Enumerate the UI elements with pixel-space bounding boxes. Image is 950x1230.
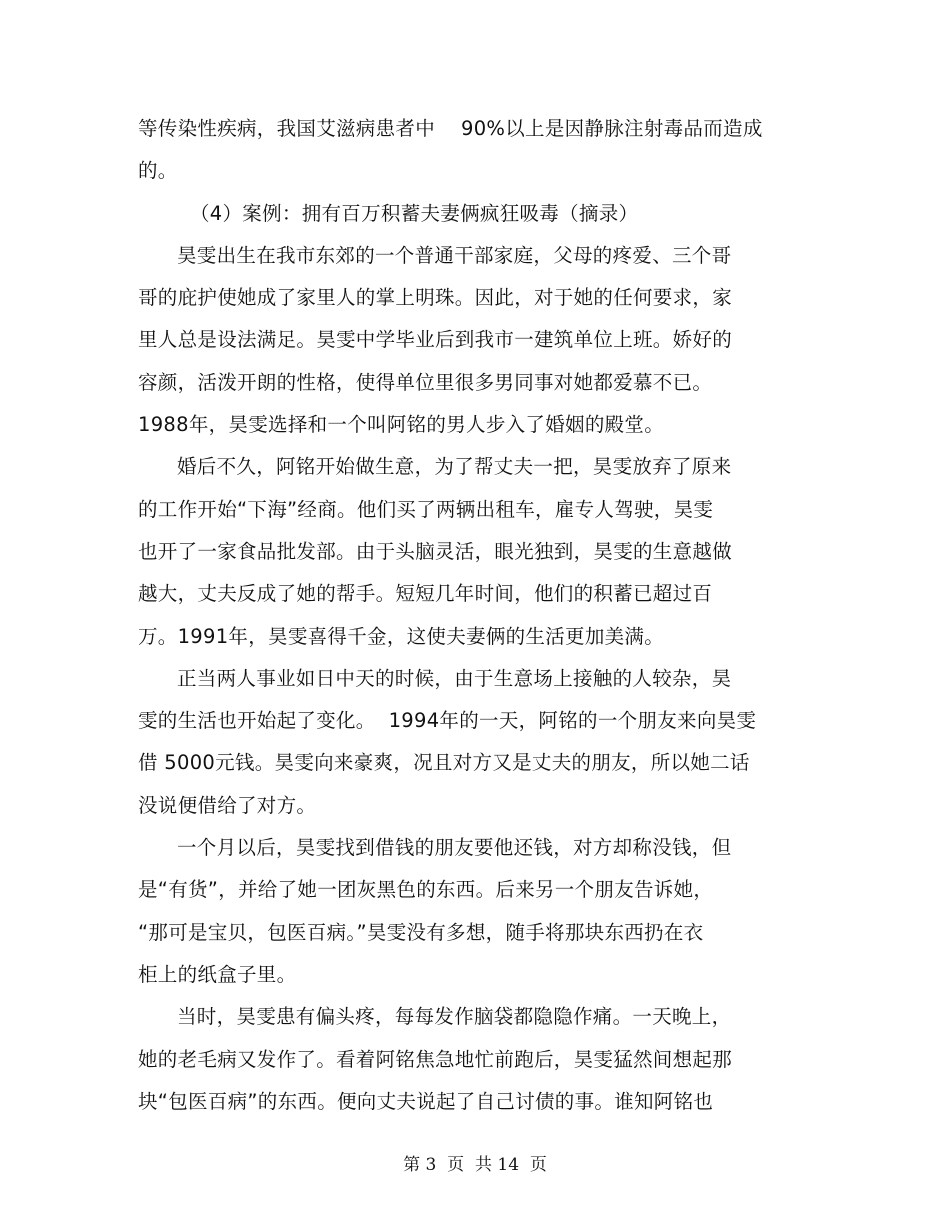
text-line: 里人总是设法满足。昊雯中学毕业后到我市一建筑单位上班。娇好的 <box>138 328 733 352</box>
text-line: 越大，丈夫反成了她的帮手。短短几年时间，他们的积蓄已超过百 <box>138 582 713 606</box>
text-line: 块“包医百病”的东西。便向丈夫说起了自己讨债的事。谁知阿铭也 <box>138 1089 714 1113</box>
page-number-footer: 第 3 页 共 14 页 <box>403 1155 547 1175</box>
text-line: 一个月以后，昊雯找到借钱的朋友要他还钱，对方却称没钱，但 <box>138 836 732 860</box>
text-line: 雯的生活也开始起了变化。 1994年的一天，阿铭的一个朋友来向昊雯 <box>138 709 757 733</box>
text-line: 的。 <box>138 159 178 183</box>
text-line: 正当两人事业如日中天的时候，由于生意场上接触的人较杂，昊 <box>138 666 732 690</box>
text-line: 她的老毛病又发作了。看着阿铭焦急地忙前跑后，昊雯猛然间想起那 <box>138 1047 733 1071</box>
text-line: 是“有货”，并给了她一团灰黑色的东西。后来另一个朋友告诉她， <box>138 878 714 902</box>
text-line: 哥的庇护使她成了家里人的掌上明珠。因此，对于她的任何要求，家 <box>138 286 733 310</box>
text-line: 婚后不久，阿铭开始做生意，为了帮丈夫一把，昊雯放弃了原来 <box>138 455 732 479</box>
text-line: 的工作开始“下海”经商。他们买了两辆出租车，雇专人驾驶，昊雯 <box>138 497 714 521</box>
text-line: 柜上的纸盒子里。 <box>138 962 297 986</box>
text-line: 也开了一家食品批发部。由于头脑灵活，眼光独到，昊雯的生意越做 <box>138 539 733 563</box>
section-heading: （4）案例：拥有百万积蓄夫妻俩疯狂吸毒（摘录） <box>138 201 639 225</box>
text-line: 万。1991年，昊雯喜得千金，这使夫妻俩的生活更加美满。 <box>138 624 665 648</box>
text-line: “那可是宝贝，包医百病。”昊雯没有多想，随手将那块东西扔在衣 <box>138 920 704 944</box>
text-line: 昊雯出生在我市东郊的一个普通干部家庭，父母的疼爱、三个哥 <box>138 243 732 267</box>
text-line: 当时，昊雯患有偏头疼，每每发作脑袋都隐隐作痛。一天晚上， <box>138 1005 732 1029</box>
text-line: 1988年，昊雯选择和一个叫阿铭的男人步入了婚姻的殿堂。 <box>138 413 665 437</box>
text-line: 容颜，活泼开朗的性格，使得单位里很多男同事对她都爱慕不已。 <box>138 370 713 394</box>
text-line: 借 5000元钱。昊雯向来豪爽，况且对方又是丈夫的朋友，所以她二话 <box>138 751 750 775</box>
body-text <box>138 108 788 1123</box>
text-line: 没说便借给了对方。 <box>138 793 317 817</box>
text-line: 等传染性疾病，我国艾滋病患者中 90%以上是因静脉注射毒品而造成 <box>138 117 763 140</box>
